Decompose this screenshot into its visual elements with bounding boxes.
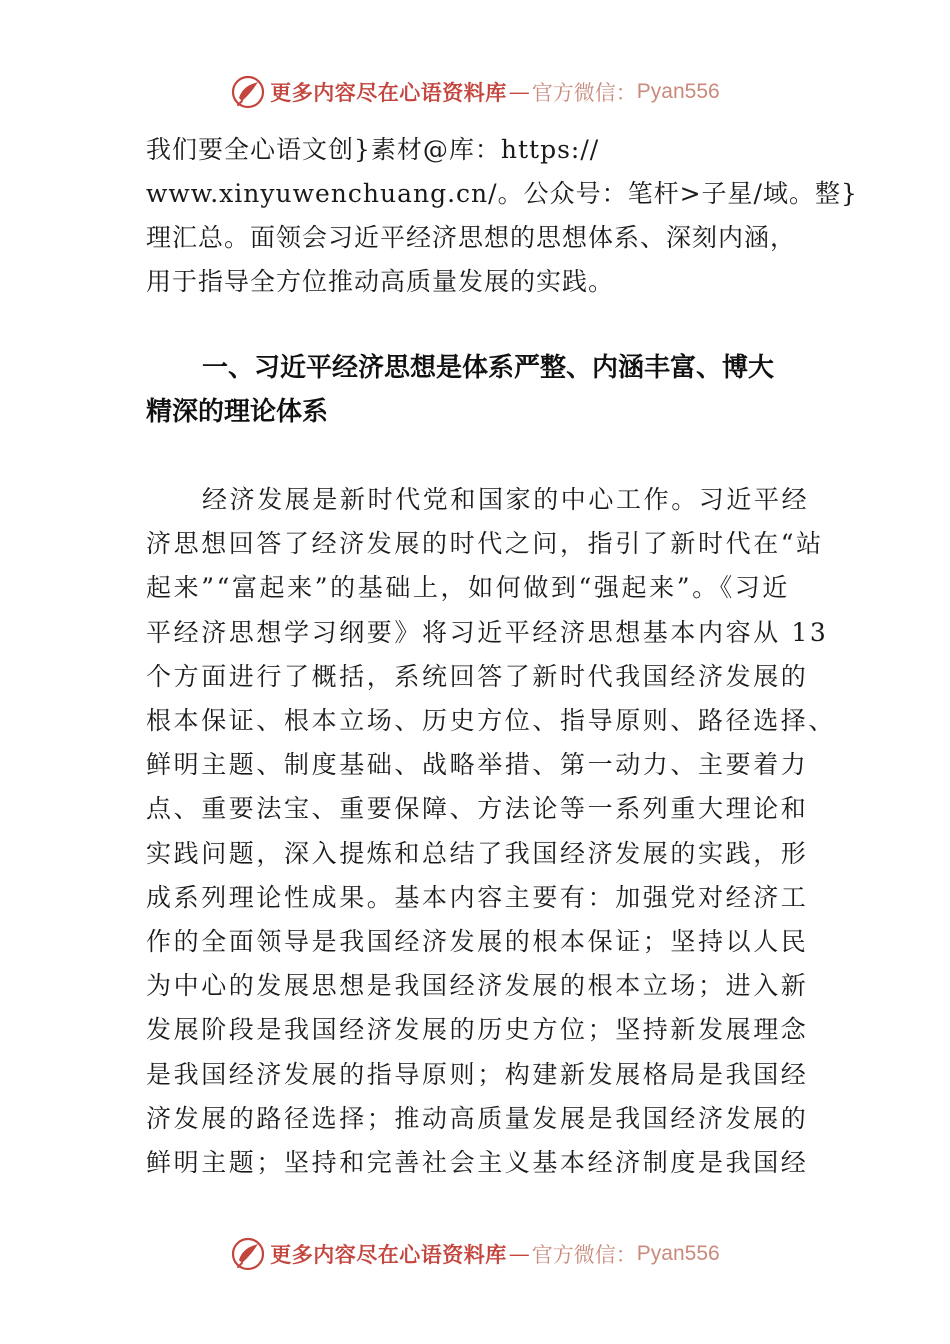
banner-text: 更多内容尽在心语资料库 xyxy=(270,80,507,105)
heading-line: 精深的理论体系 xyxy=(146,397,329,427)
body-line: 作的全面领导是我国经济发展的根本保证；坚持以人民 xyxy=(146,927,809,957)
body-line: 经济发展是新时代党和国家的中心工作。习近平经 xyxy=(202,485,810,514)
logo-icon xyxy=(230,1236,266,1272)
body-paragraph xyxy=(146,478,837,1185)
body-line: 发展阶段是我国经济发展的历史方位；坚持新发展理念 xyxy=(146,1015,809,1045)
intro-paragraph xyxy=(146,128,858,304)
intro-line: 理汇总。面领会习近平经济思想的思想体系、深刻内涵， xyxy=(146,223,797,252)
body-line: 济发展的路径选择；推动高质量发展是我国经济发展的 xyxy=(146,1103,809,1133)
banner-contact-label: 官方微信： xyxy=(531,1243,637,1267)
body-line: 根本保证、根本立场、历史方位、指导原则、路径选择、 xyxy=(146,706,837,736)
banner-separator: — xyxy=(508,1242,530,1266)
body-line: 是我国经济发展的指导原则；构建新发展格局是我国经 xyxy=(146,1059,809,1089)
section-heading xyxy=(146,346,808,434)
heading-line: 一、习近平经济思想是体系严整、内涵丰富、博大 xyxy=(202,353,775,383)
body-line: 点、重要法宝、重要保障、方法论等一系列重大理论和 xyxy=(146,794,809,824)
body-line: 实践问题，深入提炼和总结了我国经济发展的实践，形 xyxy=(146,838,809,868)
banner-contact-label: 官方微信： xyxy=(531,81,637,105)
logo-icon xyxy=(230,74,266,110)
banner-contact-id: Pyan556 xyxy=(636,80,720,103)
body-line: 鲜明主题；坚持和完善社会主义基本经济制度是我国经 xyxy=(146,1148,809,1178)
body-line: 平经济思想学习纲要》将习近平经济思想基本内容从 13 xyxy=(146,617,829,647)
body-line: 起来”“富起来”的基础上，如何做到“强起来”。《习近 xyxy=(146,573,791,603)
banner-contact-id: Pyan556 xyxy=(636,1242,720,1265)
body-line: 济思想回答了经济发展的时代之问，指引了新时代在“站 xyxy=(146,529,824,559)
intro-line: www.xinyuwenchuang.cn/。公众号：笔杆>子星/域。整} xyxy=(146,179,858,208)
banner-text: 更多内容尽在心语资料库 xyxy=(270,1242,507,1267)
header-banner xyxy=(0,70,950,114)
body-line: 鲜明主题、制度基础、战略举措、第一动力、主要着力 xyxy=(146,750,809,780)
body-line: 为中心的发展思想是我国经济发展的根本立场；进入新 xyxy=(146,971,809,1001)
footer-banner xyxy=(0,1232,950,1276)
banner-separator: — xyxy=(508,80,530,104)
intro-line: 用于指导全方位推动高质量发展的实践。 xyxy=(146,267,615,296)
body-line: 成系列理论性成果。基本内容主要有：加强党对经济工 xyxy=(146,882,809,912)
intro-line: 我们要全心语文创}素材@库：https:// xyxy=(146,135,600,164)
body-line: 个方面进行了概括，系统回答了新时代我国经济发展的 xyxy=(146,661,809,691)
